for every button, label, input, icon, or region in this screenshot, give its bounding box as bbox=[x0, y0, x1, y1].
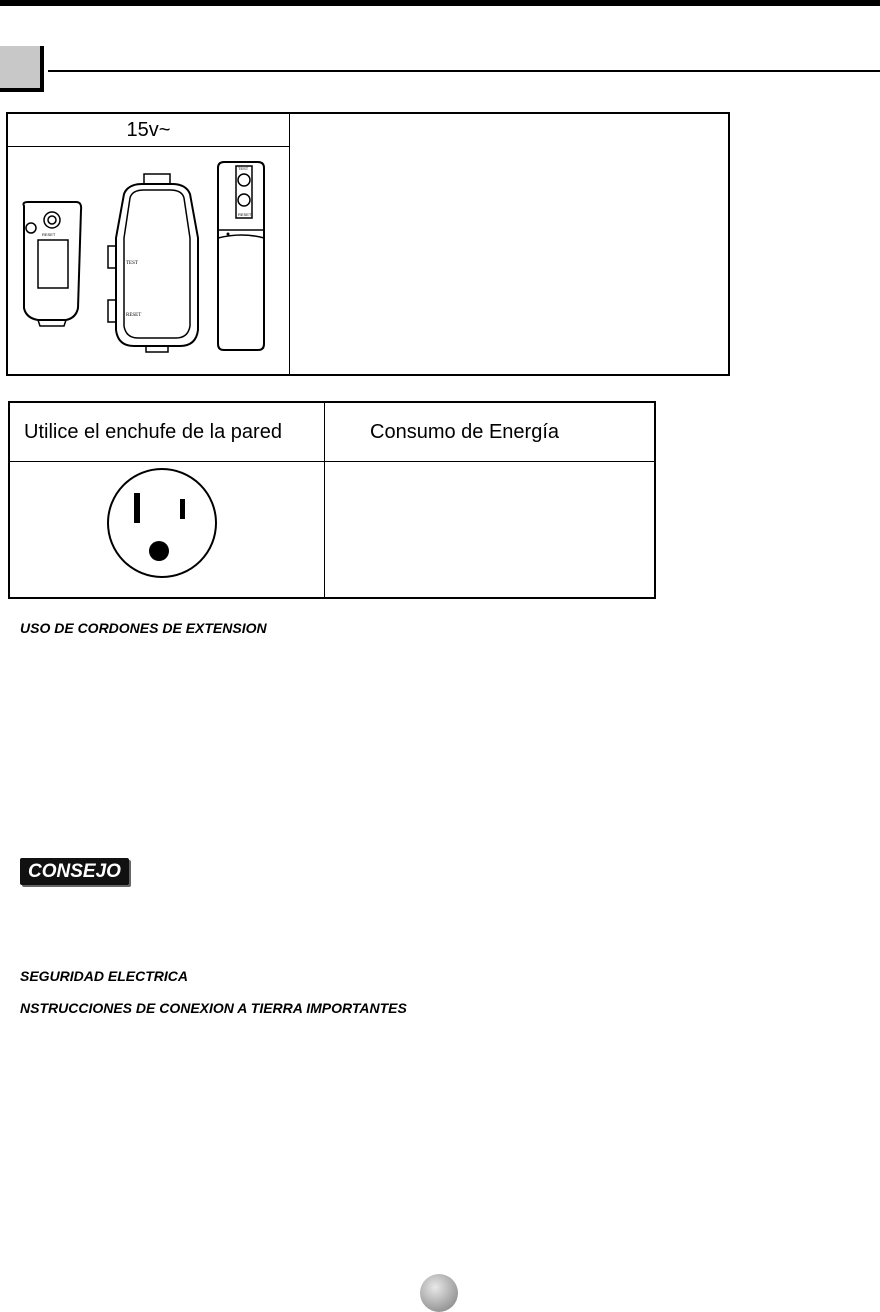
tall-plug-icon bbox=[218, 162, 264, 350]
table-divider bbox=[289, 114, 290, 374]
table-divider bbox=[324, 403, 325, 597]
extension-cords-heading: USO DE CORDONES DE EXTENSION bbox=[20, 620, 267, 636]
plug-types-table bbox=[6, 112, 730, 376]
small-plug-icon bbox=[24, 202, 82, 326]
large-plug-icon bbox=[108, 174, 198, 352]
plug-devices-illustration bbox=[12, 158, 288, 372]
electrical-safety-heading: SEGURIDAD ELECTRICA bbox=[20, 968, 189, 984]
section-rule bbox=[48, 70, 880, 72]
page-number-circle bbox=[420, 1274, 458, 1312]
grounding-instructions-heading: NSTRUCCIONES DE CONEXION A TIERRA IMPORTANTES bbox=[20, 1000, 407, 1016]
consejo-badge: CONSEJO bbox=[20, 858, 129, 885]
table-divider bbox=[8, 146, 289, 147]
svg-text:TEST: TEST bbox=[126, 261, 138, 266]
svg-text:TEST: TEST bbox=[238, 166, 249, 171]
outlet-icon bbox=[106, 467, 218, 579]
wall-outlet-header: Utilice el enchufe de la pared bbox=[24, 420, 282, 443]
table-divider bbox=[10, 461, 654, 462]
top-rule bbox=[0, 0, 880, 6]
power-consumption-header: Consumo de Energía bbox=[370, 420, 560, 443]
voltage-header: 15v~ bbox=[126, 118, 171, 141]
svg-text:RESET: RESET bbox=[126, 313, 142, 318]
svg-text:RESET: RESET bbox=[238, 212, 252, 217]
wall-outlet-table bbox=[8, 401, 656, 599]
svg-text:RESET: RESET bbox=[42, 232, 56, 237]
section-marker bbox=[0, 46, 44, 92]
